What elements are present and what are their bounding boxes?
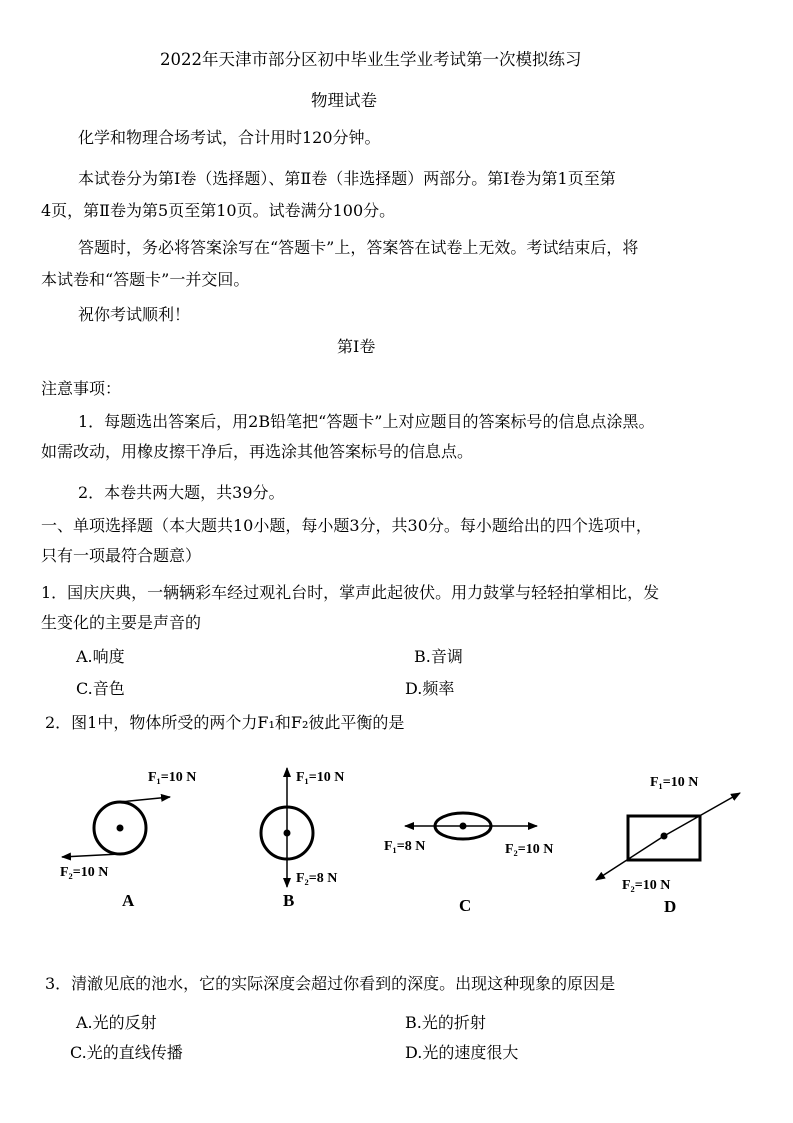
diagram-d <box>596 775 740 916</box>
question-1-line-1: 1．国庆庆典，一辆辆彩车经过观礼台时，掌声此起彼伏。用力鼓掌与轻轻拍掌相比，发 <box>41 583 660 602</box>
force-label-f1: F₁=10 N <box>296 770 345 785</box>
question-3-option-d: D.光的速度很大 <box>405 1043 519 1062</box>
intro-paragraph-2-line-1: 本试卷分为第Ⅰ卷（选择题）、第Ⅱ卷（非选择题）两部分。第Ⅰ卷为第1页至第 <box>78 169 616 188</box>
force-label-f1: F₁=10 N <box>148 770 197 785</box>
option-label-a: A <box>122 891 135 910</box>
force-label-f2: F₂=10 N <box>622 878 671 893</box>
intro-paragraph-3-line-1: 答题时，务必将答案涂写在“答题卡”上，答案答在试卷上无效。考试结束后，将 <box>78 238 639 257</box>
notes-title: 注意事项： <box>41 379 122 398</box>
force-label-f2: F₂=10 N <box>60 865 109 880</box>
center-point <box>117 825 124 832</box>
diagram-a <box>60 770 196 910</box>
force-label-f1: F₁=10 N <box>650 775 699 790</box>
section-heading-line-1: 一、单项选择题（本大题共10小题，每小题3分，共30分。每小题给出的四个选项中， <box>41 516 652 535</box>
figure-1-force-diagrams <box>50 758 750 918</box>
note-2: 2．本卷共两大题，共39分。 <box>78 483 285 502</box>
question-3-option-a: A.光的反射 <box>76 1013 157 1032</box>
intro-paragraph-1: 化学和物理合场考试，合计用时120分钟。 <box>78 128 381 147</box>
section-heading-line-2: 只有一项最符合题意） <box>41 546 202 565</box>
note-1-line-1: 1．每题选出答案后，用2B铅笔把“答题卡”上对应题目的答案标号的信息点涂黑。 <box>78 412 655 431</box>
option-label-b: B <box>283 891 295 910</box>
question-1-option-c: C.音色 <box>76 679 125 698</box>
force-label-f2: F₂=8 N <box>296 871 338 886</box>
force-arrow-f1 <box>120 797 170 802</box>
intro-paragraph-4: 祝你考试顺利！ <box>78 305 191 324</box>
force-arrow-f2 <box>596 836 664 880</box>
exam-title: 2022年天津市部分区初中毕业生学业考试第一次模拟练习 <box>160 50 582 69</box>
question-1-option-d: D.频率 <box>405 679 455 698</box>
intro-paragraph-2-line-2: 4页，第Ⅱ卷为第5页至第10页。试卷满分100分。 <box>41 201 396 220</box>
question-3: 3．清澈见底的池水，它的实际深度会超过你看到的深度。出现这种现象的原因是 <box>45 974 616 993</box>
force-label-f2: F₂=10 N <box>505 842 554 857</box>
diagram-c <box>384 813 553 915</box>
paper-subtitle: 物理试卷 <box>311 91 377 110</box>
question-1-option-b: B.音调 <box>414 647 463 666</box>
question-1-option-a: A.响度 <box>76 647 125 666</box>
force-arrow-f2 <box>62 854 120 857</box>
question-3-option-b: B.光的折射 <box>405 1013 486 1032</box>
option-label-c: C <box>459 896 472 915</box>
diagram-b <box>261 768 344 910</box>
option-label-d: D <box>664 897 677 916</box>
part-heading: 第Ⅰ卷 <box>337 337 376 356</box>
question-1-line-2: 生变化的主要是声音的 <box>41 613 202 632</box>
question-2: 2．图1中，物体所受的两个力F₁和F₂彼此平衡的是 <box>45 713 405 732</box>
intro-paragraph-3-line-2: 本试卷和“答题卡”一并交回。 <box>41 270 250 289</box>
force-label-f1: F₁=8 N <box>384 839 426 854</box>
question-3-option-c: C.光的直线传播 <box>70 1043 183 1062</box>
note-1-line-2: 如需改动，用橡皮擦干净后，再选涂其他答案标号的信息点。 <box>41 442 474 461</box>
